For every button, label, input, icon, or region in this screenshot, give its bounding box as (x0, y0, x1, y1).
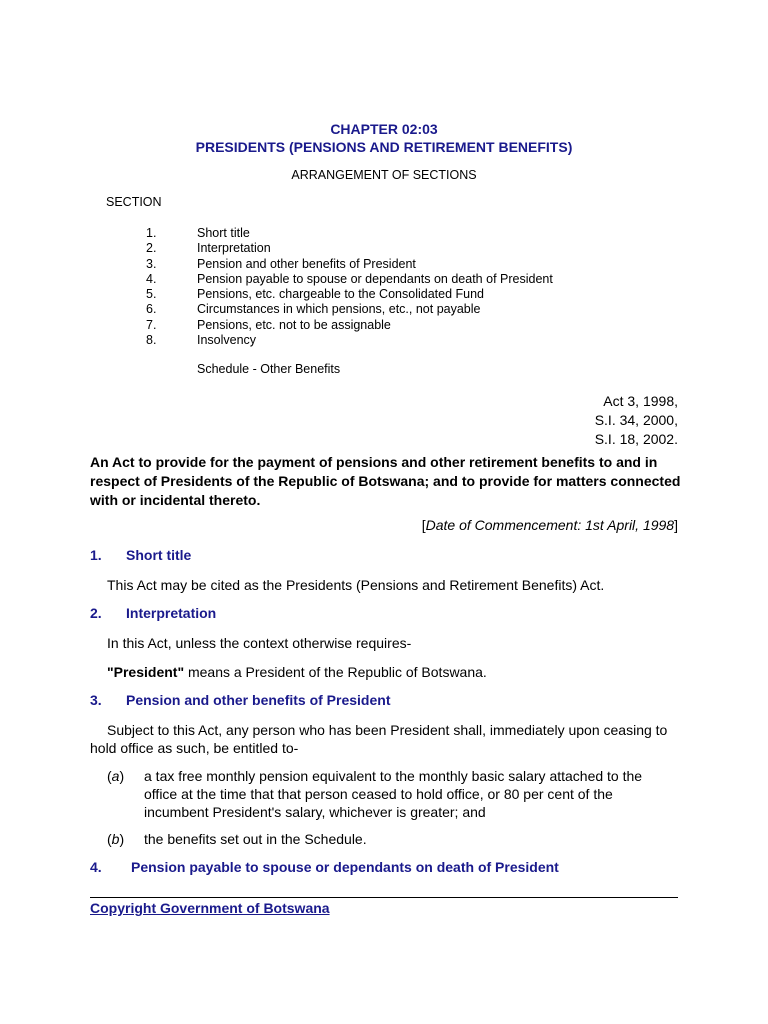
toc-title: Pension payable to spouse or dependants on death of President (197, 271, 553, 286)
item-text: the benefits set out in the Schedule. (144, 831, 367, 847)
toc-item (146, 257, 553, 272)
section-heading (90, 692, 390, 708)
definition (107, 663, 487, 681)
section-number: 3. (90, 692, 102, 708)
toc-number: 1. (146, 226, 157, 240)
toc-title: Pensions, etc. chargeable to the Consolidated Fund (197, 287, 484, 302)
item-text: a tax free monthly pension equivalent to the monthly basic salary attached to the office at the time that that person ceased to hold office, or 80 per cent of the incumbent President's salary, whichever is greater; and (144, 768, 643, 820)
section-title: Interpretation (126, 605, 217, 621)
commencement-text: Date of Commencement: 1st April, 1998 (425, 517, 675, 533)
toc-item (146, 302, 553, 317)
toc-title: Insolvency (197, 333, 257, 348)
section-body: Subject to this Act, any person who has been President shall, immediately upon ceasing to hold office as such, be entitled to- (90, 722, 668, 756)
citation: S.I. 34, 2000, (594, 412, 678, 428)
toc-number: 3. (146, 256, 157, 271)
toc-title: Pension and other benefits of President (197, 256, 416, 271)
toc-item (146, 318, 553, 333)
toc-title: Short title (197, 226, 250, 240)
defined-term: "President" (107, 664, 185, 680)
long-title: An Act to provide for the payment of pensions and other retirement benefits to and in respect of Presidents of the Republic of Botswana; and to provide for matters connected with or incidental thereto. (90, 454, 681, 508)
copyright-link[interactable]: Copyright Government of Botswana (90, 900, 330, 916)
list-item (107, 830, 674, 848)
toc-title: Circumstances in which pensions, etc., not payable (197, 302, 481, 317)
toc-number: 5. (146, 287, 157, 302)
footer-divider (90, 897, 678, 898)
chapter-number: CHAPTER 02:03 (330, 121, 438, 137)
section-number: 4. (90, 859, 102, 875)
bracket: ] (674, 517, 678, 533)
arrangement-heading: ARRANGEMENT OF SECTIONS (291, 168, 477, 182)
table-of-contents (146, 226, 553, 348)
section-number: 2. (90, 605, 102, 621)
act-title: PRESIDENTS (PENSIONS AND RETIREMENT BENEFITS) (195, 139, 573, 155)
section-body: In this Act, unless the context otherwise requires- (107, 635, 412, 651)
section-heading (90, 859, 559, 875)
definition-text: means a President of the Republic of Botswana. (184, 664, 487, 680)
list-item (107, 767, 674, 821)
toc-item (146, 333, 553, 348)
citations (595, 392, 678, 449)
item-marker: (a) (107, 768, 125, 784)
section-title: Pension and other benefits of President (126, 692, 391, 708)
toc-item (146, 241, 553, 256)
section-heading (90, 547, 191, 563)
toc-number: 8. (146, 333, 157, 348)
toc-number: 2. (146, 241, 157, 256)
commencement-date (422, 517, 678, 533)
toc-number: 7. (146, 317, 157, 332)
section-number: 1. (90, 547, 102, 563)
section-body: This Act may be cited as the Presidents (Pensions and Retirement Benefits) Act. (107, 577, 605, 593)
item-marker: (b) (107, 831, 125, 847)
toc-item (146, 287, 553, 302)
section-title: Pension payable to spouse or dependants on death of President (131, 859, 559, 875)
toc-item (146, 226, 553, 241)
toc-number: 4. (146, 271, 157, 286)
bracket: [ (421, 517, 426, 533)
section-title: Short title (126, 547, 192, 563)
schedule-entry: Schedule - Other Benefits (197, 362, 341, 376)
citation: S.I. 18, 2002. (594, 431, 678, 447)
toc-number: 6. (146, 302, 157, 317)
toc-title: Interpretation (197, 241, 271, 256)
section-heading (90, 605, 216, 621)
section-label: SECTION (106, 195, 162, 209)
citation: Act 3, 1998, (603, 393, 678, 409)
toc-title: Pensions, etc. not to be assignable (197, 317, 391, 332)
toc-item (146, 272, 553, 287)
